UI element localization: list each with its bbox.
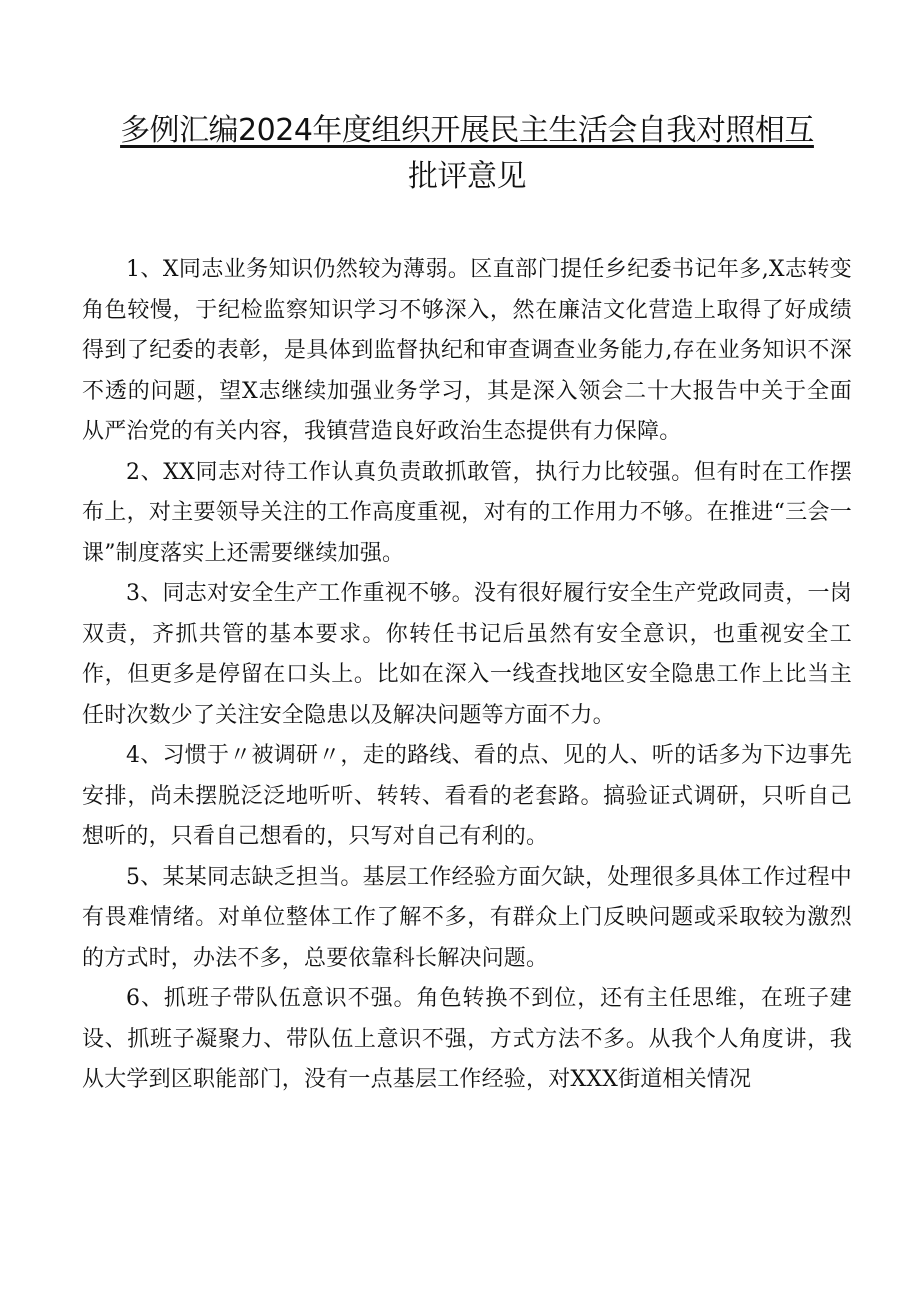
document-title-line-2: 批评意见 bbox=[408, 159, 526, 194]
paragraph-4: 4、习惯于〃被调研〃，走的路线、看的点、见的人、听的话多为下边事先安排，尚未摆脱泛泛地听听、转转、看看的老套路。搞验证式调研，只听自己想听的，只看自己想看的，只写对自己有利的。 bbox=[82, 743, 852, 849]
document-title-line-1: 多例汇编2024年度组织开展民主生活会自我对照相互 bbox=[120, 113, 814, 148]
document-body bbox=[82, 250, 852, 1101]
paragraph-5: 5、某某同志缺乏担当。基层工作经验方面欠缺，处理很多具体工作过程中有畏难情绪。对单位整体工作了解不多，有群众上门反映问题或采取较为激烈的方式时，办法不多，总要依靠科长解决问题。 bbox=[82, 864, 852, 971]
paragraph-3: 3、同志对安全生产工作重视不够。没有很好履行安全生产党政同责，一岗双责，齐抓共管的基本要求。你转任书记后虽然有安全意识，也重视安全工作，但更多是停留在口头上。比如在深入一线查找地区安全隐患工作上比当主任时次数少了关注安全隐患以及解决问题等方面不力。 bbox=[82, 581, 852, 728]
paragraph-1: 1、X同志业务知识仍然较为薄弱。区直部门提任乡纪委书记年多,X志转变角色较慢，于纪检监察知识学习不够深入，然在廉洁文化营造上取得了好成绩得到了纪委的表彰，是具体到监督执纪和审查调查业务能力,存在业务知识不深不透的问题，望X志继续加强业务学习，其是深入领会二十大报告中关于全面从严治党的有关内容，我镇营造良好政治生态提供有力保障。 bbox=[82, 257, 852, 444]
paragraph-2: 2、XX同志对待工作认真负责敢抓敢管，执行力比较强。但有时在工作摆布上，对主要领导关注的工作高度重视，对有的工作用力不够。在推进“三会一课”制度落实上还需要继续加强。 bbox=[82, 459, 852, 566]
paragraph-6: 6、抓班子带队伍意识不强。角色转换不到位，还有主任思维，在班子建设、抓班子凝聚力、带队伍上意识不强，方式方法不多。从我个人角度讲，我从大学到区职能部门，没有一点基层工作经验，对XXX街道相关情况 bbox=[82, 986, 852, 1092]
